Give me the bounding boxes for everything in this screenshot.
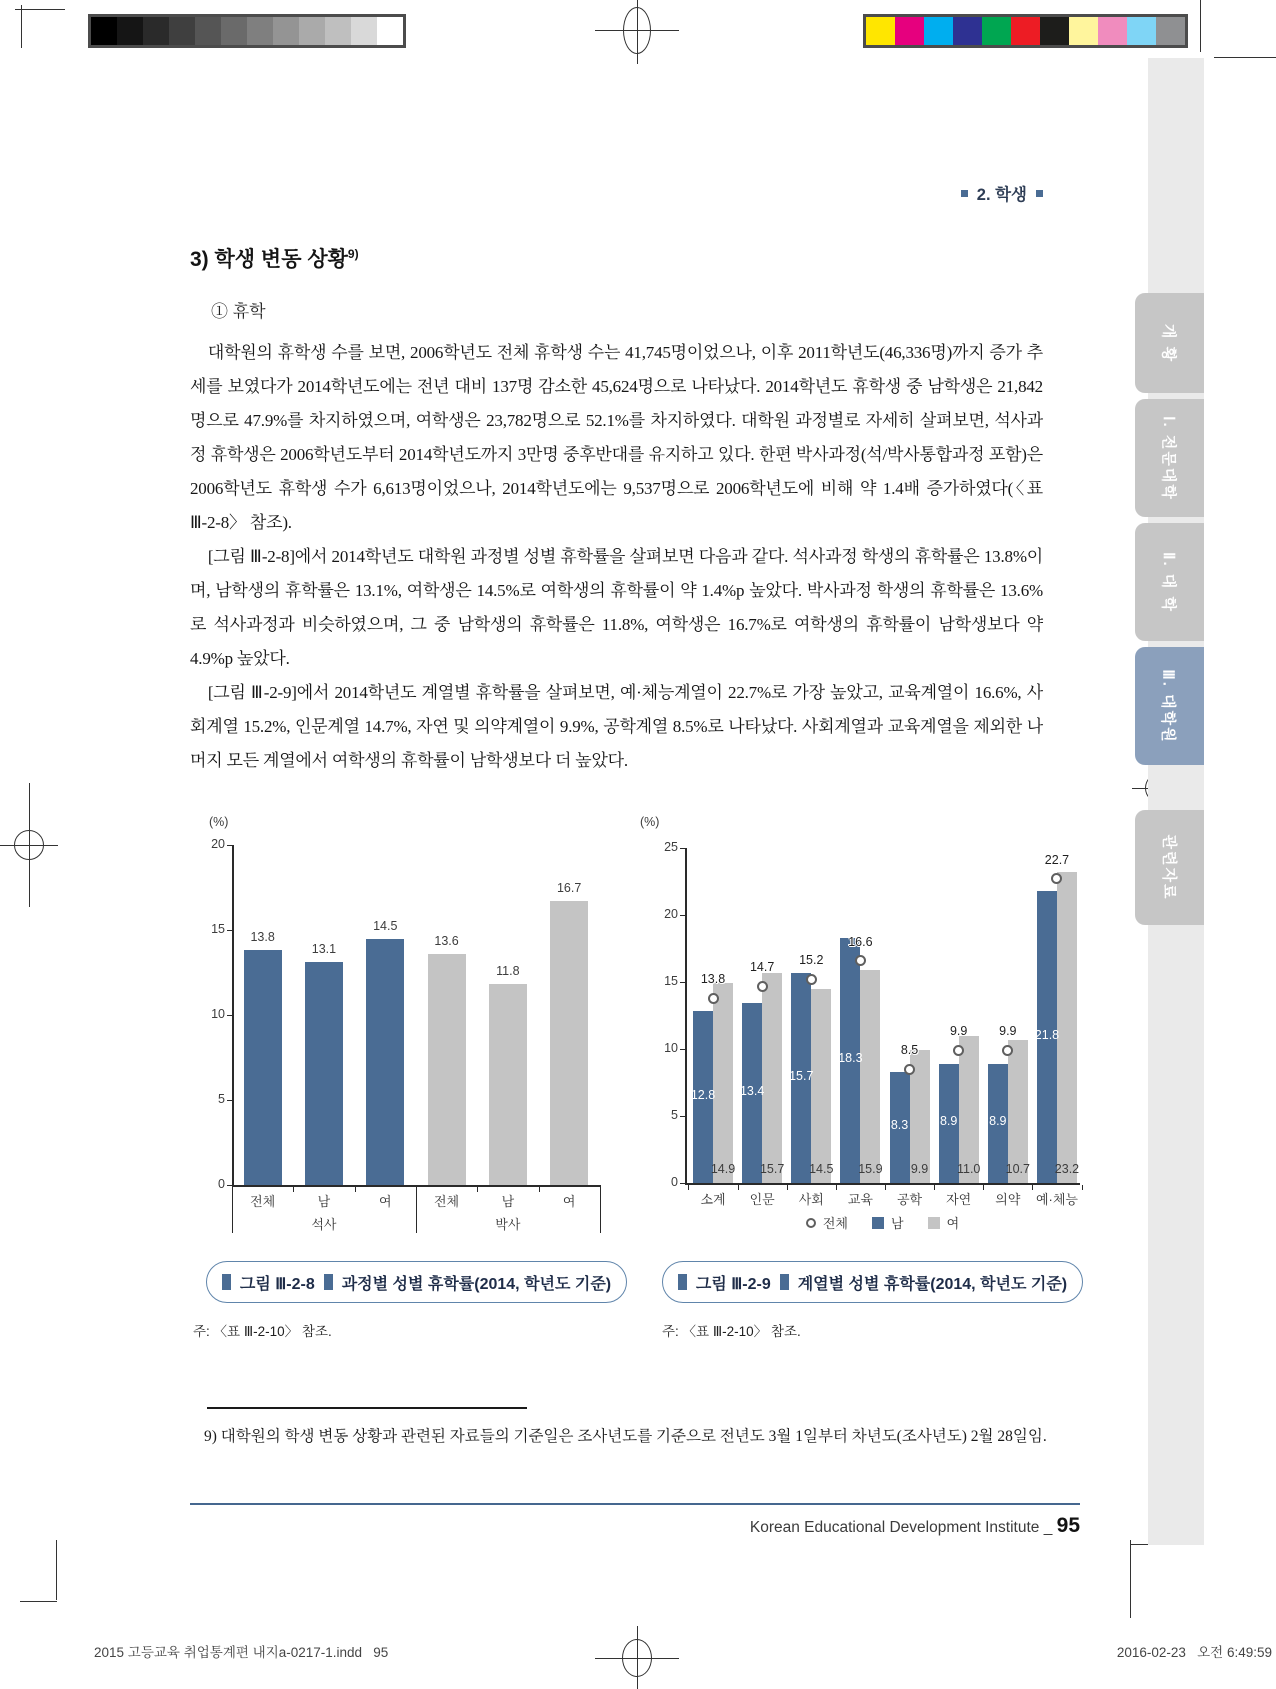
- bar-value-label: 13.1: [311, 942, 337, 957]
- female-value-label: 14.5: [809, 1162, 834, 1176]
- legend-label: 여: [946, 1216, 960, 1231]
- chart-line: [1082, 1185, 1083, 1190]
- category-label: 전체: [250, 1194, 276, 1209]
- category-label: 남: [501, 1194, 515, 1209]
- chart-line: [787, 1185, 788, 1190]
- sidebar-tab-label: Ⅱ. 대 학: [1160, 551, 1177, 613]
- total-value-label: 15.2: [799, 953, 824, 968]
- axis-tick-label: 15: [211, 922, 225, 936]
- male-value-label: 21.8: [1034, 1027, 1060, 1042]
- male-value-label: 13.4: [739, 1084, 765, 1099]
- legend-item: [806, 1213, 848, 1232]
- sidebar-tab-2: [1135, 399, 1204, 517]
- chart-line: [680, 915, 685, 916]
- female-value-label: 15.7: [759, 1162, 785, 1176]
- legend-square-icon: [872, 1217, 884, 1229]
- female-value-label: 10.7: [1005, 1162, 1030, 1176]
- male-value-label: 8.9: [939, 1114, 958, 1129]
- figure-title: 계열별 성별 휴학률(2014, 학년도 기준): [797, 1275, 1068, 1293]
- chart-line: [685, 848, 687, 1185]
- category-label: 사회: [798, 1192, 824, 1207]
- chart-line: [416, 1185, 417, 1233]
- footnote-rule: [207, 1407, 527, 1409]
- body-text: [190, 336, 1043, 778]
- publisher-name: Korean Educational Development Institute: [749, 1519, 1040, 1536]
- chart-line: [983, 1185, 984, 1190]
- chart-bar: [244, 950, 282, 1185]
- chart-bar: [305, 962, 343, 1185]
- male-value-label: 8.9: [989, 1114, 1007, 1129]
- page-number: 95: [1056, 1514, 1080, 1537]
- chart-bar: [550, 901, 588, 1185]
- color-swatch: [1069, 17, 1098, 45]
- female-value-label: 15.9: [858, 1162, 883, 1176]
- chart-line: [836, 1185, 837, 1190]
- color-swatch: [1040, 17, 1069, 45]
- legend-label: 남: [891, 1216, 904, 1231]
- color-swatch: [895, 17, 924, 45]
- grayscale-swatch: [273, 17, 299, 45]
- chart-program-gender-leave-rate: [205, 815, 617, 1247]
- total-marker-icon: [806, 974, 817, 985]
- chart-line: [680, 1049, 685, 1050]
- grayscale-swatch: [117, 17, 143, 45]
- square-bullet-icon: [1036, 190, 1043, 197]
- grayscale-swatch: [377, 17, 403, 45]
- caption-marker-icon: [222, 1274, 231, 1290]
- paragraph: 대학원의 휴학생 수를 보면, 2006학년도 전체 휴학생 수는 41,745명이었으나, 이후 2011학년도(46,336명)까지 증가 추세를 보였다가 2014학년도에는 전년 대비 137명 감소한 45,624명으로 나타났다. 2014학년도 휴학생 중 남학생은 21,842명으로 47.9%를 차지하였으며, 여학생은 23,782명으로 52.1%를 차지하였다. 대학원 과정별로 자세히 살펴보면, 석사과정 휴학생은 2006학년도부터 2014학년도까지 3만명 중후반대를 유지하고 있다. 한편 박사과정(석/박사통합과정 포함)은 2006학년도 휴학생 수가 6,613명이었으나, 2014학년도에는 9,537명으로 2006학년도에 비해 약 1.4배 증가하였다(〈표 Ⅲ-2-8〉 참조).: [190, 343, 1043, 532]
- chart-bar: [428, 954, 466, 1185]
- chart-line: [539, 1187, 540, 1192]
- sidebar-tab-label: Ⅲ. 대학원: [1160, 668, 1177, 744]
- legend-circle-icon: [806, 1218, 816, 1228]
- axis-tick-label: 0: [218, 1177, 225, 1191]
- total-marker-icon: [855, 955, 866, 966]
- chart-line: [355, 1187, 356, 1192]
- total-value-label: 22.7: [1044, 852, 1070, 867]
- sidebar-strip: [1148, 58, 1204, 1545]
- category-label: 예·체능: [1035, 1192, 1078, 1207]
- color-swatch: [1156, 17, 1185, 45]
- chart-line: [1032, 1185, 1033, 1190]
- total-value-label: 9.9: [949, 1024, 968, 1039]
- color-swatch: [982, 17, 1011, 45]
- crop-mark: [56, 1540, 57, 1600]
- footnote-text: 9) 대학원의 학생 변동 상황과 관련된 자료들의 기준일은 조사년도를 기준으로 전년도 3월 1일부터 차년도(조사년도) 2월 28일임.: [204, 1428, 1047, 1445]
- axis-tick-label: 5: [218, 1092, 225, 1106]
- color-swatch: [924, 17, 953, 45]
- category-label: 의약: [995, 1192, 1021, 1207]
- color-swatch: [953, 17, 982, 45]
- color-swatch: [1098, 17, 1127, 45]
- category-label: 남: [317, 1194, 331, 1209]
- figure-label: 그림 Ⅲ-2-9: [695, 1275, 771, 1293]
- bar-value-label: 16.7: [556, 881, 582, 896]
- figure-note: 주: 〈표 Ⅲ-2-10〉 참조.: [193, 1324, 332, 1339]
- total-value-label: 9.9: [999, 1024, 1017, 1039]
- grayscale-swatch: [247, 17, 273, 45]
- chart-line: [934, 1185, 935, 1190]
- total-marker-icon: [953, 1045, 964, 1056]
- chart-line: [227, 1015, 232, 1016]
- figure-note: 주: 〈표 Ⅲ-2-10〉 참조.: [662, 1324, 801, 1339]
- sidebar-tab-label: 관련자료: [1160, 834, 1177, 901]
- legend-item: [928, 1213, 960, 1232]
- axis-tick-label: 5: [671, 1108, 678, 1122]
- color-swatch: [866, 17, 895, 45]
- caption-marker-icon: [324, 1274, 333, 1290]
- chart-line: [227, 930, 232, 931]
- total-marker-icon: [708, 993, 719, 1004]
- caption-marker-icon: [780, 1274, 789, 1290]
- paragraph: [그림 Ⅲ-2-9]에서 2014학년도 계열별 휴학률을 살펴보면, 예·체능계열이 22.7%로 가장 높았고, 교육계열이 16.6%, 사회계열 15.2%, 인문계열 14.7%, 자연 및 의약계열이 9.9%, 공학계열 8.5%로 나타났다. 사회계열과 교육계열을 제외한 나머지 모든 계열에서 여학생의 휴학률이 남학생보다 더 높았다.: [190, 683, 1043, 770]
- chart-line: [885, 1185, 886, 1190]
- color-calibration-bar: [863, 14, 1188, 48]
- chart-line: [680, 848, 685, 849]
- category-label: 소계: [700, 1192, 726, 1207]
- axis-tick-label: 20: [211, 837, 225, 851]
- chart-bar-female: [713, 983, 733, 1183]
- axis-tick-label: 25: [664, 840, 678, 854]
- registration-mark-circle: [14, 830, 44, 860]
- registration-mark-circle: [623, 7, 651, 54]
- group-label: 석사: [311, 1217, 337, 1232]
- female-value-label: 14.9: [710, 1162, 736, 1176]
- axis-tick-label: 10: [211, 1007, 225, 1021]
- chart-line: [227, 845, 232, 846]
- chart-line: [685, 1183, 1080, 1185]
- crop-mark: [1200, 0, 1201, 52]
- grayscale-swatch: [351, 17, 377, 45]
- print-file-info: 2015 고등교육 취업통계편 내지a-0217-1.indd 95: [94, 1645, 389, 1660]
- male-value-label: 15.7: [789, 1068, 814, 1083]
- caption-marker-icon: [678, 1274, 687, 1290]
- grayscale-swatch: [195, 17, 221, 45]
- color-swatch: [1011, 17, 1040, 45]
- legend-label: 전체: [822, 1216, 848, 1231]
- bar-value-label: 11.8: [496, 964, 520, 979]
- axis-tick-label: 20: [664, 907, 678, 921]
- section-header: [961, 181, 1043, 205]
- category-label: 자연: [946, 1192, 972, 1207]
- axis-tick-label: 0: [671, 1175, 678, 1189]
- chart-line: [680, 1116, 685, 1117]
- male-value-label: 12.8: [690, 1088, 716, 1103]
- chart-line: [232, 1185, 233, 1233]
- chart-line: [293, 1187, 294, 1192]
- category-label: 여: [378, 1194, 392, 1209]
- paragraph: [그림 Ⅲ-2-8]에서 2014학년도 대학원 과정별 성별 휴학률을 살펴보면 다음과 같다. 석사과정 학생의 휴학률은 13.8%이며, 남학생의 휴학률은 13.1%, 여학생은 14.5%로 여학생의 휴학률이 약 1.4%p 높았다. 박사과정 학생의 휴학률은 13.6%로 석사과정과 비슷하였으며, 그 중 남학생의 휴학률은 11.8%, 여학생은 16.7%로 여학생의 휴학률이 남학생보다 약 4.9%p 높았다.: [190, 547, 1043, 668]
- crop-mark: [1130, 1540, 1131, 1618]
- chart-bar-female: [762, 973, 782, 1183]
- chart-bar: [366, 939, 404, 1186]
- chart-line: [738, 1185, 739, 1190]
- print-timestamp: 2016-02-23 오전 6:49:59: [1116, 1645, 1272, 1660]
- footer-rule: [190, 1503, 1080, 1505]
- sidebar-tab-label: Ⅰ. 전문대학: [1160, 415, 1178, 501]
- footnote-marker: 9): [347, 247, 359, 261]
- legend-square-icon: [928, 1217, 940, 1229]
- bar-value-label: 13.6: [434, 933, 459, 948]
- grayscale-swatch: [91, 17, 117, 45]
- axis-unit-label: (%): [209, 815, 229, 829]
- male-value-label: 18.3: [838, 1051, 863, 1066]
- chart-line: [227, 1100, 232, 1101]
- sidebar-tab-label: 개 황: [1160, 323, 1177, 363]
- chart-line: [232, 845, 234, 1186]
- bar-value-label: 14.5: [373, 918, 398, 933]
- crop-mark: [20, 1601, 57, 1602]
- grayscale-swatch: [221, 17, 247, 45]
- figure-title: 과정별 성별 휴학률(2014, 학년도 기준): [341, 1275, 612, 1293]
- category-label: 공학: [896, 1192, 923, 1207]
- page-title: 3) 학생 변동 상황$^{9)}$: [190, 247, 359, 271]
- chart-field-gender-leave-rate: [640, 815, 1100, 1247]
- chart-bar-female: [959, 1036, 979, 1183]
- chart-line: [688, 1185, 689, 1190]
- grayscale-swatch: [169, 17, 195, 45]
- footer-separator: _: [1039, 1519, 1057, 1536]
- color-swatch: [1127, 17, 1156, 45]
- category-label: 여: [562, 1194, 576, 1209]
- total-value-label: 16.6: [848, 934, 873, 949]
- category-label: 교육: [847, 1192, 873, 1207]
- figure-label: 그림 Ⅲ-2-8: [239, 1275, 315, 1293]
- group-label: 박사: [495, 1217, 521, 1232]
- total-marker-icon: [757, 981, 768, 992]
- female-value-label: 23.2: [1054, 1162, 1080, 1176]
- total-value-label: 8.5: [900, 1043, 919, 1058]
- sidebar-tab-4: [1135, 647, 1204, 765]
- sidebar-tab-5: [1135, 810, 1204, 925]
- sidebar-tab-3: [1135, 523, 1204, 641]
- axis-tick-label: 15: [664, 974, 678, 988]
- section-header-label: 2. 학생: [976, 186, 1027, 204]
- figure-caption-box: [206, 1261, 627, 1303]
- chart-bar-female: [860, 970, 880, 1183]
- category-label: 전체: [433, 1194, 460, 1209]
- axis-unit-label: (%): [640, 815, 660, 829]
- grayscale-swatch: [299, 17, 325, 45]
- chart-bar: [489, 984, 527, 1185]
- page-subtitle: ① 휴학: [211, 302, 266, 321]
- registration-mark-circle: [622, 1639, 652, 1677]
- grayscale-calibration-bar: [88, 14, 406, 48]
- total-value-label: 13.8: [700, 972, 726, 987]
- chart-line: [600, 1185, 601, 1233]
- crop-mark: [1214, 57, 1276, 58]
- female-value-label: 9.9: [910, 1162, 929, 1176]
- chart-bar-female: [811, 989, 831, 1183]
- female-value-label: 11.0: [956, 1162, 981, 1176]
- bar-value-label: 13.8: [250, 930, 275, 945]
- axis-tick-label: 10: [664, 1041, 678, 1055]
- total-value-label: 14.7: [749, 960, 775, 975]
- square-bullet-icon: [961, 190, 968, 197]
- figure-caption-box: [662, 1261, 1083, 1303]
- sidebar-tab-1: [1135, 293, 1204, 393]
- total-marker-icon: [904, 1064, 915, 1075]
- legend-item: [872, 1213, 904, 1232]
- chart-legend: [685, 1213, 1080, 1232]
- grayscale-swatch: [325, 17, 351, 45]
- male-value-label: 8.3: [890, 1118, 909, 1133]
- footer: [750, 1514, 1080, 1538]
- category-label: 인문: [749, 1192, 775, 1207]
- crop-mark: [21, 5, 22, 48]
- chart-line: [477, 1187, 478, 1192]
- crop-mark: [15, 9, 65, 10]
- grayscale-swatch: [143, 17, 169, 45]
